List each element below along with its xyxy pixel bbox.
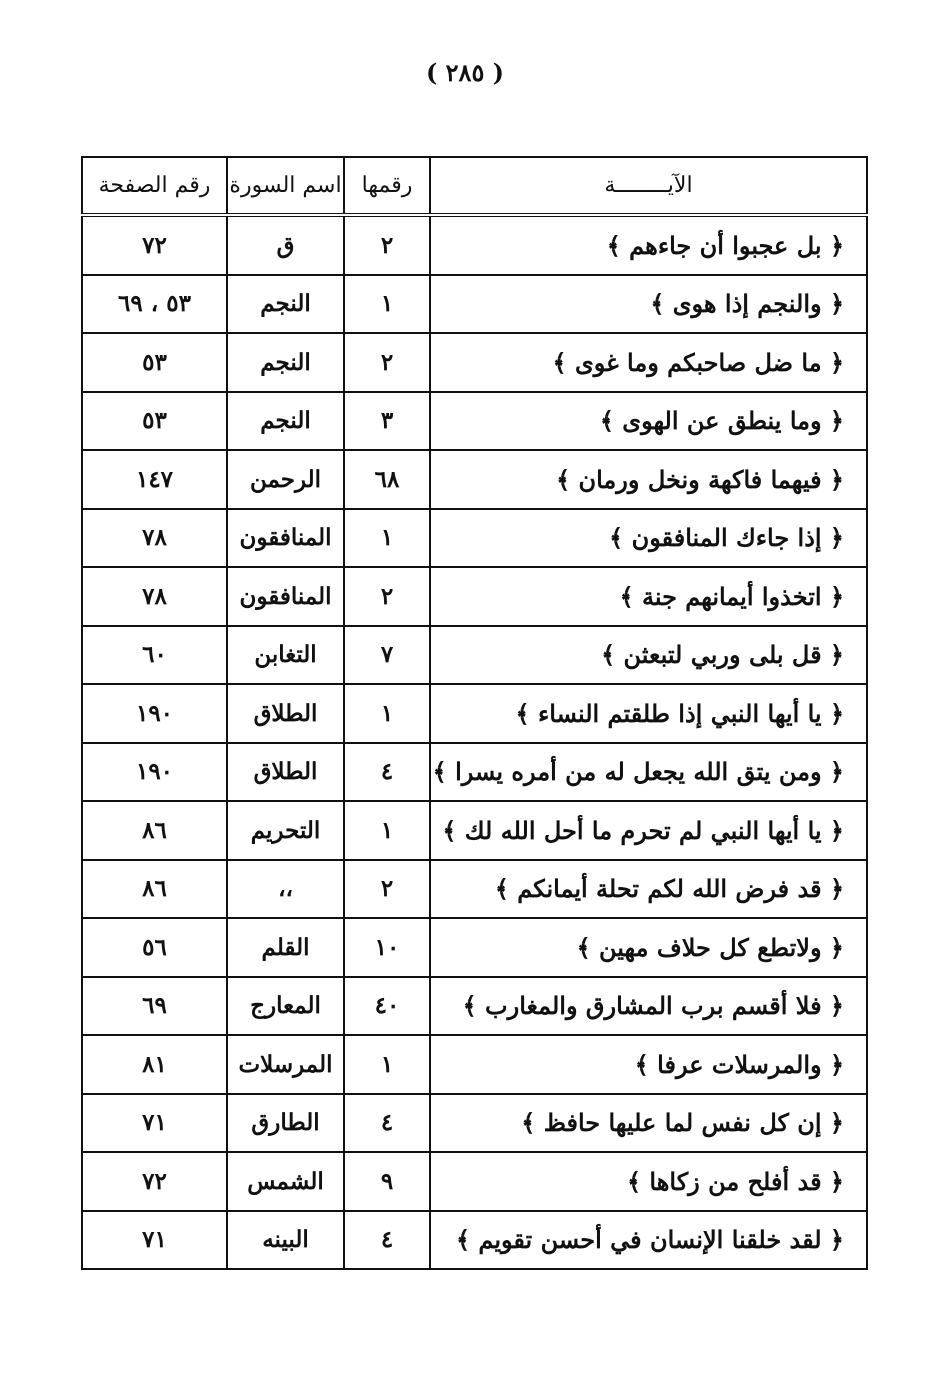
verse-number-cell: ٧ <box>344 626 430 685</box>
verse-number-cell: ١ <box>344 509 430 568</box>
page-number-cell: ٥٣ <box>82 333 227 392</box>
verse-number-cell: ٤ <box>344 1094 430 1153</box>
surah-name-cell: الرحمن <box>227 450 344 509</box>
page-number-cell: ٨٦ <box>82 801 227 860</box>
surah-name-cell: النجم <box>227 275 344 334</box>
table-row <box>82 977 867 1036</box>
page-number-cell: ٧١ <box>82 1094 227 1153</box>
ayah-cell: ﴿ إذا جاءك المنافقون ﴾ <box>430 509 867 568</box>
table-row <box>82 860 867 919</box>
ayah-cell: ﴿ بل عجبوا أن جاءهم ﴾ <box>430 215 867 275</box>
verse-number-cell: ٦٨ <box>344 450 430 509</box>
table-body <box>82 215 867 1269</box>
verse-number-cell: ٢ <box>344 333 430 392</box>
surah-name-cell: المرسلات <box>227 1035 344 1094</box>
surah-name-cell: النجم <box>227 392 344 451</box>
verse-number-cell: ١ <box>344 684 430 743</box>
surah-name-cell: الشمس <box>227 1152 344 1211</box>
page-number-cell: ٥٣ <box>82 392 227 451</box>
page-number: ( ٢٨٥ ) <box>425 58 505 87</box>
table-row <box>82 392 867 451</box>
ayah-cell: ﴿ لقد خلقنا الإنسان في أحسن تقويم ﴾ <box>430 1211 867 1270</box>
ayah-cell: ﴿ إن كل نفس لما عليها حافظ ﴾ <box>430 1094 867 1153</box>
surah-name-cell: الطارق <box>227 1094 344 1153</box>
table-row <box>82 509 867 568</box>
ayah-cell: ﴿ قد فرض الله لكم تحلة أيمانكم ﴾ <box>430 860 867 919</box>
page-number-cell: ٨١ <box>82 1035 227 1094</box>
ayah-cell: ﴿ ما ضل صاحبكم وما غوى ﴾ <box>430 333 867 392</box>
verse-index-table <box>81 156 868 1270</box>
page-number-cell: ٧٢ <box>82 215 227 275</box>
surah-name-cell: المنافقون <box>227 567 344 626</box>
ayah-cell: ﴿ والنجم إذا هوى ﴾ <box>430 275 867 334</box>
verse-number-cell: ٤ <box>344 1211 430 1270</box>
surah-name-cell: القلم <box>227 918 344 977</box>
table-row <box>82 626 867 685</box>
page-number-cell: ١٩٠ <box>82 743 227 802</box>
table-row <box>82 684 867 743</box>
table-row <box>82 1035 867 1094</box>
surah-name-cell: التحريم <box>227 801 344 860</box>
ayah-cell: ﴿ يا أيها النبي إذا طلقتم النساء ﴾ <box>430 684 867 743</box>
table-row <box>82 1094 867 1153</box>
verse-number-cell: ٢ <box>344 567 430 626</box>
table-row <box>82 918 867 977</box>
verse-number-cell: ١ <box>344 275 430 334</box>
surah-name-cell: ق <box>227 215 344 275</box>
page-number-cell: ٧٨ <box>82 509 227 568</box>
table-row <box>82 801 867 860</box>
surah-name-cell: الطلاق <box>227 743 344 802</box>
ayah-cell: ﴿ فلا أقسم برب المشارق والمغارب ﴾ <box>430 977 867 1036</box>
page-number-cell: ٦٠ <box>82 626 227 685</box>
surah-name-cell: المنافقون <box>227 509 344 568</box>
verse-number-cell: ٩ <box>344 1152 430 1211</box>
page-number-cell: ١٤٧ <box>82 450 227 509</box>
table-row <box>82 1211 867 1270</box>
verse-number-cell: ٣ <box>344 392 430 451</box>
verse-number-cell: ٢ <box>344 215 430 275</box>
ayah-cell: ﴿ يا أيها النبي لم تحرم ما أحل الله لك ﴾ <box>430 801 867 860</box>
verse-number-cell: ٤ <box>344 743 430 802</box>
table-row <box>82 450 867 509</box>
verse-number-cell: ١ <box>344 801 430 860</box>
table-row <box>82 333 867 392</box>
surah-name-cell: ،، <box>227 860 344 919</box>
table-row <box>82 567 867 626</box>
page-number-cell: ٦٩ <box>82 977 227 1036</box>
surah-name-cell: المعارج <box>227 977 344 1036</box>
ayah-cell: ﴿ ومن يتق الله يجعل له من أمره يسرا ﴾ <box>430 743 867 802</box>
verse-number-cell: ٢ <box>344 860 430 919</box>
header-surah: اسم السورة <box>227 157 344 215</box>
page-number-cell: ٨٦ <box>82 860 227 919</box>
verse-number-cell: ١٠ <box>344 918 430 977</box>
page-number-cell: ٧١ <box>82 1211 227 1270</box>
verse-number-cell: ١ <box>344 1035 430 1094</box>
ayah-cell: ﴿ ولاتطع كل حلاف مهين ﴾ <box>430 918 867 977</box>
ayah-cell: ﴿ قل بلى وربي لتبعثن ﴾ <box>430 626 867 685</box>
table-row <box>82 215 867 275</box>
table-header-row <box>82 157 867 215</box>
ayah-cell: ﴿ قد أفلح من زكاها ﴾ <box>430 1152 867 1211</box>
surah-name-cell: التغابن <box>227 626 344 685</box>
ayah-cell: ﴿ وما ينطق عن الهوى ﴾ <box>430 392 867 451</box>
ayah-cell: ﴿ والمرسلات عرفا ﴾ <box>430 1035 867 1094</box>
page-number-cell: ٧٢ <box>82 1152 227 1211</box>
page-number-cell: ٧٨ <box>82 567 227 626</box>
table-row <box>82 275 867 334</box>
ayah-cell: ﴿ فيهما فاكهة ونخل ورمان ﴾ <box>430 450 867 509</box>
table-row <box>82 743 867 802</box>
page-number-cell: ٥٣ ، ٦٩ <box>82 275 227 334</box>
verse-number-cell: ٤٠ <box>344 977 430 1036</box>
surah-name-cell: البينه <box>227 1211 344 1270</box>
header-page: رقم الصفحة <box>82 157 227 215</box>
ayah-cell: ﴿ اتخذوا أيمانهم جنة ﴾ <box>430 567 867 626</box>
page-number-cell: ٥٦ <box>82 918 227 977</box>
page-number-cell: ١٩٠ <box>82 684 227 743</box>
header-number: رقمها <box>344 157 430 215</box>
header-ayah: الآيــــــــة <box>430 157 867 215</box>
surah-name-cell: النجم <box>227 333 344 392</box>
table-row <box>82 1152 867 1211</box>
surah-name-cell: الطلاق <box>227 684 344 743</box>
